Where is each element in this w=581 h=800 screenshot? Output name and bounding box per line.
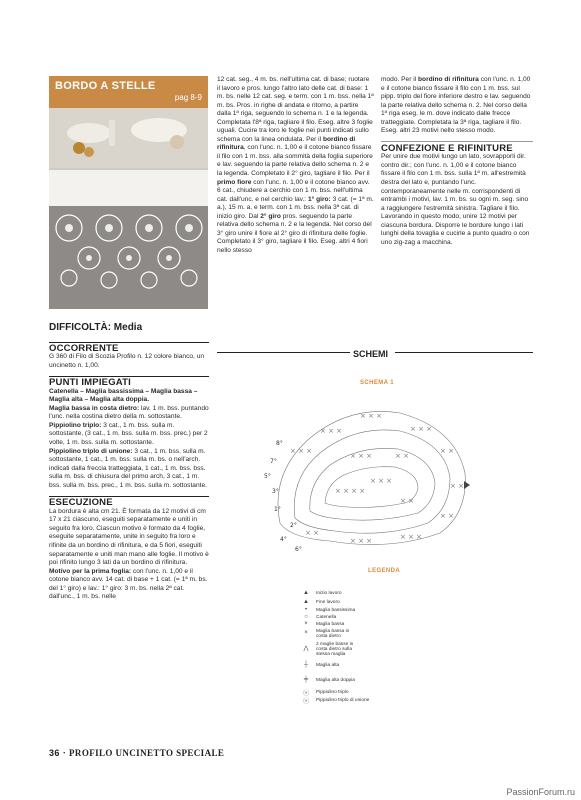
text-run-bold: 1° giro: — [307, 195, 331, 203]
legend-item: Maglia bassissima — [316, 608, 356, 613]
legend-symbol: ⓞ — [302, 699, 309, 705]
svg-text:7°: 7° — [270, 458, 277, 465]
foglia-label: Motivo per la prima foglia: — [49, 567, 132, 575]
svg-text:× ×: × × — [440, 512, 454, 520]
text-run: pros. seguendo la parte relativa dello schema n. 2 e la legenda. Nel corso del 3° giro unire il fiore al 2° giro di rifinitura delle foglie. Completato il 3° giro, tagliare il filo. Eseg. altri 4 fiori nello stesso — [217, 212, 372, 254]
legenda-label: LEGENDA — [368, 568, 401, 574]
magazine-title: PROFILO UNCINETTO SPECIALE — [69, 748, 225, 758]
svg-text:× × ×: × × × — [400, 533, 423, 541]
hero-card — [49, 76, 208, 309]
occorrente-heading: OCCORRENTE — [49, 342, 119, 354]
foglia-text — [49, 568, 209, 602]
punto-text: 3 cat., 1 m. bss. sulla m. sottostante, (3 cat., 1 m. bss. sulla m. bss. prec.) per 2 volte, 1 m. bss. sulla m. sottostante. — [49, 421, 208, 447]
left-column — [49, 324, 209, 602]
foglia-body: con l'unc. n. 1,00 e il cotone bianco avv. 14 cat. di base + 1 cat. (= 1ª m. bs. del 1° giro) e lav.: 1° giro: 3 m. bs. nella 2ª cat. dall'unc., 1 m. bs. nelle — [49, 567, 208, 601]
svg-text:2°: 2° — [290, 522, 297, 529]
svg-text:× ×: × × — [305, 529, 319, 537]
confezione-heading: CONFEZIONE E RIFINITURE — [381, 142, 513, 154]
text-run-bold: primo fiore — [217, 178, 252, 186]
svg-text:× × ×: × × × — [360, 412, 383, 420]
text-run-bold: 2° giro — [260, 212, 281, 220]
legend-symbol: ▲ — [303, 599, 309, 605]
middle-paragraph — [217, 76, 374, 255]
hero-header — [49, 76, 208, 108]
text-run: con l'unc. n. 1,00 e il cotone bianco avv. 6 cat., chiudere a cerchio con 1 m. bss. nell'ultima cat. dall'unc. e nel cerchio lav.: — [217, 178, 370, 203]
legend-item: Maglia bassa in costa dietro — [316, 629, 350, 639]
hero-page-ref: pag 8-9 — [174, 93, 202, 102]
text-run: 3 cat. (= 1ª m. a.), 15 m. a. e term. con 1 m. bss. nella 3ª cat. di inizio giro. Dal — [217, 195, 374, 220]
legend-symbol: × — [304, 621, 308, 627]
text-run: , con l'unc. n. 1,00 e il cotone bianco fissare il filo con 1 m. bss. alla sommità della foglia superiore e lav. seguendo la parte relativa dello schema n. 2 e la legenda. Completato il 2° giro, tagliare il filo. Per il — [217, 144, 373, 178]
legend-item: Pippiolino triplo di unione — [316, 698, 370, 703]
page-footer — [49, 748, 224, 758]
legend-item: Pippiolino triplo — [316, 690, 349, 695]
legend-symbol: ○ — [304, 614, 308, 620]
legend-symbol: ╪ — [303, 677, 309, 683]
text-run-bold: bordino di rifinitura — [217, 135, 356, 152]
schemi-rule-right — [395, 352, 533, 353]
legend-item: Maglia bassa — [316, 622, 345, 627]
text-run-bold: bordino di rifinitura — [418, 76, 479, 83]
svg-text:× × ×: × × × — [350, 452, 373, 460]
schemi-title: SCHEMI — [353, 349, 389, 359]
esecuzione-text: La bordura è alta cm 21. È formata da 12 motivi di cm 17 x 21 ciascuno, eseguiti separatamente e uniti in seguito fra loro. Ciascun motivo è formato da 4 foglie, eseguite separatamente, unite in seguito fra loro e rifinite da un bordino di rifinitura, e da 5 fiori, eseguiti separatamente e uniti man mano alle foglie. Il motivo è poi rifinito lungo 3 lati da un bordino di rifinitura. — [49, 507, 209, 567]
svg-text:× ×: × × — [450, 482, 464, 490]
watermark: PassionForum.ru — [506, 787, 575, 797]
svg-text:5°: 5° — [264, 473, 271, 480]
punto-label: Maglia bassa in costa dietro: — [49, 404, 140, 412]
crochet-diagram — [250, 393, 490, 553]
svg-text:6°: 6° — [295, 546, 302, 553]
text-run: 12 cat. seg., 4 m. bs. nell'ultima cat. di base; ruotare il lavoro e pros. lungo l'altro lato delle cat. di base: 1 m. bs. nelle 12 cat. seg. e term. con 1 m. bss. nella 1ª m. bs. Pros. in righe di andata e ritorno, a partire dalla 1ª riga, seguendo lo schema n. 1 e la legenda. Completata l'8ª riga, tagliare il filo. Eseg. altre 3 foglie uguali. Cucire tra loro le foglie nei punti indicati sullo schema con la linea ondulata. Per il — [217, 76, 374, 143]
svg-text:8°: 8° — [276, 440, 283, 447]
legend-item: Maglia alta — [316, 663, 340, 668]
svg-text:× ×: × × — [395, 452, 409, 460]
esecuzione-heading: ESECUZIONE — [49, 497, 113, 509]
svg-text:× ×: × × — [400, 497, 414, 505]
punti-heading: PUNTI IMPIEGATI — [49, 377, 131, 389]
difficulty-label: DIFFICOLTÀ: Media — [49, 322, 143, 333]
legend-symbol: ⓞ — [302, 691, 309, 697]
footer-sep: · — [62, 748, 67, 758]
legend-symbol: • — [304, 607, 308, 613]
svg-text:× × ×: × × × — [290, 447, 313, 455]
legend-item: Maglia alta doppia — [316, 678, 355, 683]
svg-text:× × ×: × × × — [320, 427, 343, 435]
schemi-rule-left — [217, 352, 350, 353]
punto-text: lav. 1 m. bss. puntando l'unc. nella costina dietro della m. sottostante. — [49, 404, 209, 421]
text-run: con l'unc. n. 1,00 e il cotone bianco fissare il filo con 1 m. bss. sul pipp. triplo del fiore inferiore destro e lav. seguendo la parte relativa dello schema n. 2. Nel corso della 1ª riga eseg. le m. dove indicato dalle frecce tratteggiate. Completata la 3ª riga, tagliare il filo. Eseg. altri 23 motivi nello stesso modo. — [381, 76, 531, 135]
punto-item — [49, 448, 209, 491]
svg-text:× × ×: × × × — [410, 425, 433, 433]
right-column — [381, 76, 533, 247]
page-number: 36 — [49, 748, 60, 758]
punto-label: Pippiolino triplo: — [49, 421, 102, 429]
punti-intro: Catenella – Maglia bassissima – Maglia bassa – Maglia alta – Maglia alta doppia. — [49, 387, 198, 404]
legend-item: Catenella — [316, 615, 337, 620]
punto-item — [49, 405, 209, 422]
svg-text:× × ×: × × × — [370, 477, 393, 485]
svg-text:4°: 4° — [280, 536, 287, 543]
legend-item: Fine lavoro — [316, 600, 340, 605]
right-paragraph — [381, 76, 533, 136]
legend-item: Inizio lavoro — [316, 591, 342, 596]
hero-title: BORDO A STELLE — [55, 80, 156, 92]
svg-text:3°: 3° — [272, 488, 279, 495]
text-run: modo. Per il — [381, 76, 417, 83]
svg-text:× ×: × × — [440, 447, 454, 455]
divider — [381, 141, 533, 142]
punto-item — [49, 422, 209, 448]
schema-label: SCHEMA 1 — [360, 380, 394, 386]
confezione-text: Per unire due motivi lungo un lato, sovrapporli dir. contro dir.; con l'unc. n. 1,00 e il cotone bianco fissare il filo con 1 m. bss. sulla 1ª m. all'estremità destra del lato e, puntando l'unc. contemporaneamente nelle m. corrispondenti di entrambi i motivi, lav. 1 m. bs. su ogni m. seg. sino a raggiungere l'estremità sinistra. Tagliare il filo. Lavorando in questo modo, unire 12 motivi per ciascuna bordura. Disporre le bordure lungo i lati lunghi della tovaglia e cucirle a punto quadro o con uno zig-zag a macchina. — [381, 153, 530, 246]
punto-label: Pippiolino triplo di unione: — [49, 447, 133, 455]
svg-text:× × × ×: × × × × — [335, 487, 366, 495]
legend-symbol: ┼ — [303, 662, 309, 668]
legend-symbol: × — [304, 630, 308, 636]
legend-symbol: ▲ — [303, 590, 309, 596]
svg-text:1°: 1° — [274, 506, 281, 513]
legend-symbol: ⋀ — [303, 646, 309, 652]
legend-item: 2 maglie basse in costa dietro sulla stessa maglia — [316, 642, 354, 657]
punto-text: 3 cat., 1 m. bss. sulla m. sottostante, 1 cat., 1 m. bss. sulla m. bs. o nell'arch. indicati dalla freccia tratteggiata, 1 cat., 1 m. bss. bss. sulla m. bss. di chiusura del primo arch, 3 cat., 1 m. bss. sulla m. bss. prec., 1 m. bss. sulla m. sottostante. — [49, 447, 207, 489]
tablecloth-photo — [49, 108, 208, 309]
middle-column — [217, 76, 374, 255]
svg-text:× × ×: × × × — [350, 537, 373, 545]
occorrente-text: G 360 di Filo di Scozia Profilo n. 12 colore bianco, un uncinetto n. 1,00. — [49, 353, 205, 369]
